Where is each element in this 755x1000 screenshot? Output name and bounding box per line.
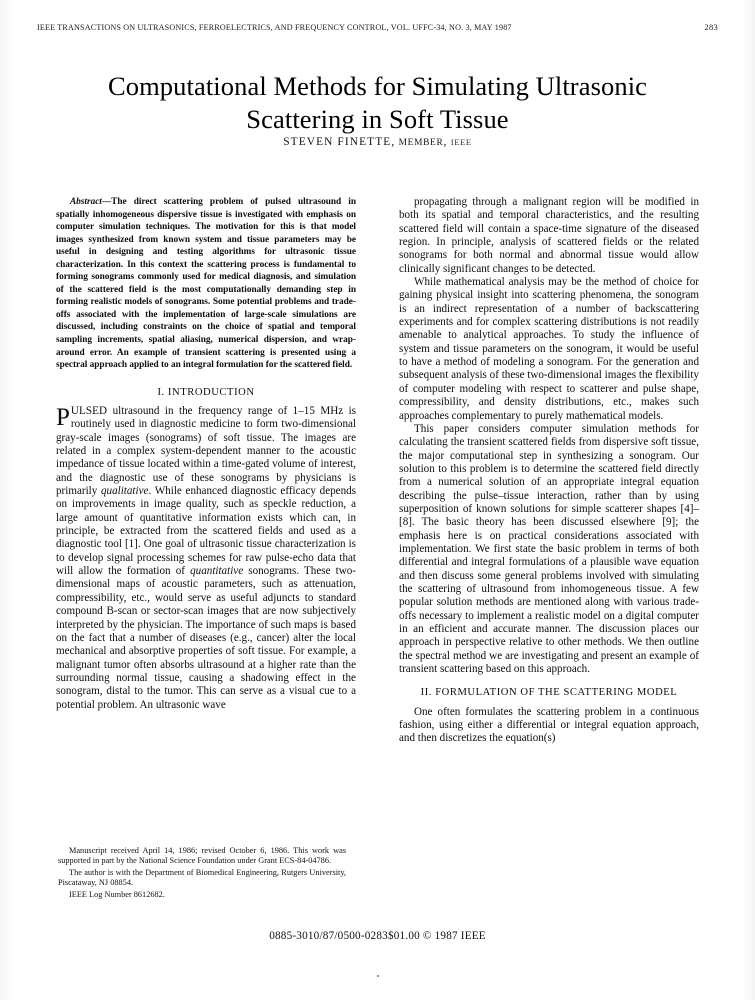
author-society: IEEE <box>450 137 472 147</box>
paragraph-intro-1-a: ultrasound in the frequency range of 1–15 MHz is routinely used in diagnostic medicine to form two-dimensional gray-scale images (sonograms) of soft tissue. The images are related in a complex system-dependent manner to the acoustic impedance of tissue located within a time-gated volume of interest, and the diagnostic use of these sonograms by physicians is primarily <box>56 405 356 498</box>
section-heading-introduction: I. INTRODUCTION <box>157 386 255 398</box>
abstract <box>56 196 356 372</box>
column-left <box>56 196 356 712</box>
paragraph-intro-1 <box>56 405 356 712</box>
running-head <box>37 23 718 37</box>
section-heading-formulation: II. FORMULATION OF THE SCATTERING MODEL <box>420 687 678 699</box>
author-membership: MEMBER <box>398 138 444 148</box>
paragraph-intro-1-c: sonograms. These two-dimensional maps of acoustic parameters, such as attenuation, compressibility, etc., would serve as useful adjuncts to standard compound B-scan or sector-scan images that are now subjectively interpreted by the physician. The importance of such maps is based on the fact that a number of diseases (e.g., cancer) alter the local mechanical and absorptive properties of soft tissue. For example, a malignant tumor often absorbs ultrasound at a higher rate than the surrounding normal tissue, causing a shadowing effect in the sonogram, distal to the tumor. This can serve as a visual cue to a potential problem. An ultrasonic wave <box>56 565 356 711</box>
author-sep-2: , <box>443 136 451 148</box>
paragraph-intro-4: This paper considers computer simulation methods for calculating the transient scattered fields from dispersive soft tissue, the major computational step in synthesizing a sonogram. Our solution to this problem is to determine the scattered field directly from a numerical solution of an appropriate integral equation describing the pulse–tissue interaction, rather than by using superposition of known solutions for simple scatterer shapes [4]–[8]. The basic theory has been discussed elsewhere [9]; the emphasis here is on practical considerations associated with implementation. We first state the basic problem in terms of both differential and integral formulations of a plausible wave equation and then discuss some general problems involved with simulating the scattering of ultrasound from inhomogeneous tissue. A few popular solution methods are mentioned along with various trade-offs necessary to implement a realistic model on a digital computer in an efficient and accurate manner. The discussion places our approach in perspective relative to other methods. We then outline the spectral method we are investigating and present an example of transient scattering based on this approach. <box>399 422 699 676</box>
footnote-log-number: IEEE Log Number 8612682. <box>69 889 165 899</box>
scan-edge-right <box>741 0 755 1000</box>
abstract-text: The direct scattering problem of pulsed ultrasound in spatially inhomogeneous dispersive tissue is investigated with emphasis on computer simulation techniques. The motivation for this is that model images synthesized from known system and tissue parameters may be useful in designing and testing algorithms for ultrasonic tissue characterization. In this context the scattering process is fundamental to forming sonograms commonly used for medical diagnosis, and simulation of the scattered field is the most computationally demanding step in forming realistic models of sonograms. Some potential problems and trade-offs associated with the implementation of large-scale simulations are discussed, including constraints on the choice of spatial and temporal sampling increments, spatial aliasing, numerical dispersion, and wrap-around error. An example of transient scattering is presented using a spectral approach applied to an integral formulation for the scattered field. <box>56 197 356 371</box>
abstract-label: Abstract— <box>70 197 112 207</box>
paragraph-intro-3: While mathematical analysis may be the method of choice for gaining physical insight into scattering phenomena, the sonogram is an indirect representation of a number of backscattering experiments and for complex scattering distributions is not readily amenable to analytical approaches. To study the influence of system and tissue parameters on the sonogram, it would be useful to have a method of modeling a sonogram. For the generation and subsequent analysis of these two-dimensional images the flexibility of computer modeling with respect to scatterer and pulse shape, compressibility, and density distributions, etc., makes such approaches complementary to purely mathematical models. <box>399 276 699 422</box>
page-title: Computational Methods for Simulating Ultrasonic Scattering in Soft Tissue <box>107 70 648 134</box>
emphasis-qualitative: qualitative <box>101 485 149 498</box>
footnote-manuscript: Manuscript received April 14, 1986; revised October 6, 1986. This work was supported in part by the National Science Foundation under Grant ECS-84-04786. <box>58 846 346 866</box>
paragraph-intro-2: propagating through a malignant region will be modified in both its spatial and temporal characteristics, and the resulting scattered field will contain a space-time signature of the diseased region. In principle, analysis of scattered fields or the related sonograms for both normal and abnormal tissue would allow clinically significant changes to be detected. <box>399 196 699 275</box>
emphasis-quantitative: quantitative <box>190 565 244 578</box>
author-name: STEVEN FINETTE <box>283 136 392 148</box>
author-sep-1: , <box>391 136 399 148</box>
footnote-affiliation: The author is with the Department of Biomedical Engineering, Rutgers University, Piscataway, NJ 08854. <box>58 867 346 888</box>
copyright-line: 0885-3010/87/0500-0283$01.00 © 1987 IEEE <box>269 930 486 942</box>
column-right <box>399 196 699 746</box>
running-head-text: IEEE TRANSACTIONS ON ULTRASONICS, FERROELECTRICS, AND FREQUENCY CONTROL, VOL. UFFC-34, NO. 3, MAY 1987 <box>37 22 512 32</box>
page-mark <box>377 975 379 977</box>
author-line <box>60 136 695 148</box>
footnote-block <box>58 843 346 901</box>
paragraph-intro-1-b: . While enhanced diagnostic efficacy depends on improvements in image quality, such as speckle reduction, a large amount of quantitative information exists which can, in principle, be extracted from the scattered fields and used as a diagnostic tool [1]. One goal of ultrasonic tissue characterization is to develop signal processing schemes for raw pulse-echo data that will allow the formation of <box>56 485 356 578</box>
scan-edge-left <box>0 0 14 1000</box>
paragraph-model-1: One often formulates the scattering problem in a continuous fashion, using either a differential or integral equation approach, and then discretizes the equation(s) <box>399 705 699 745</box>
paragraph-intro-1-smallcaps: ULSED <box>70 405 108 417</box>
drop-cap: P <box>56 404 70 431</box>
page-number: 283 <box>704 23 718 32</box>
